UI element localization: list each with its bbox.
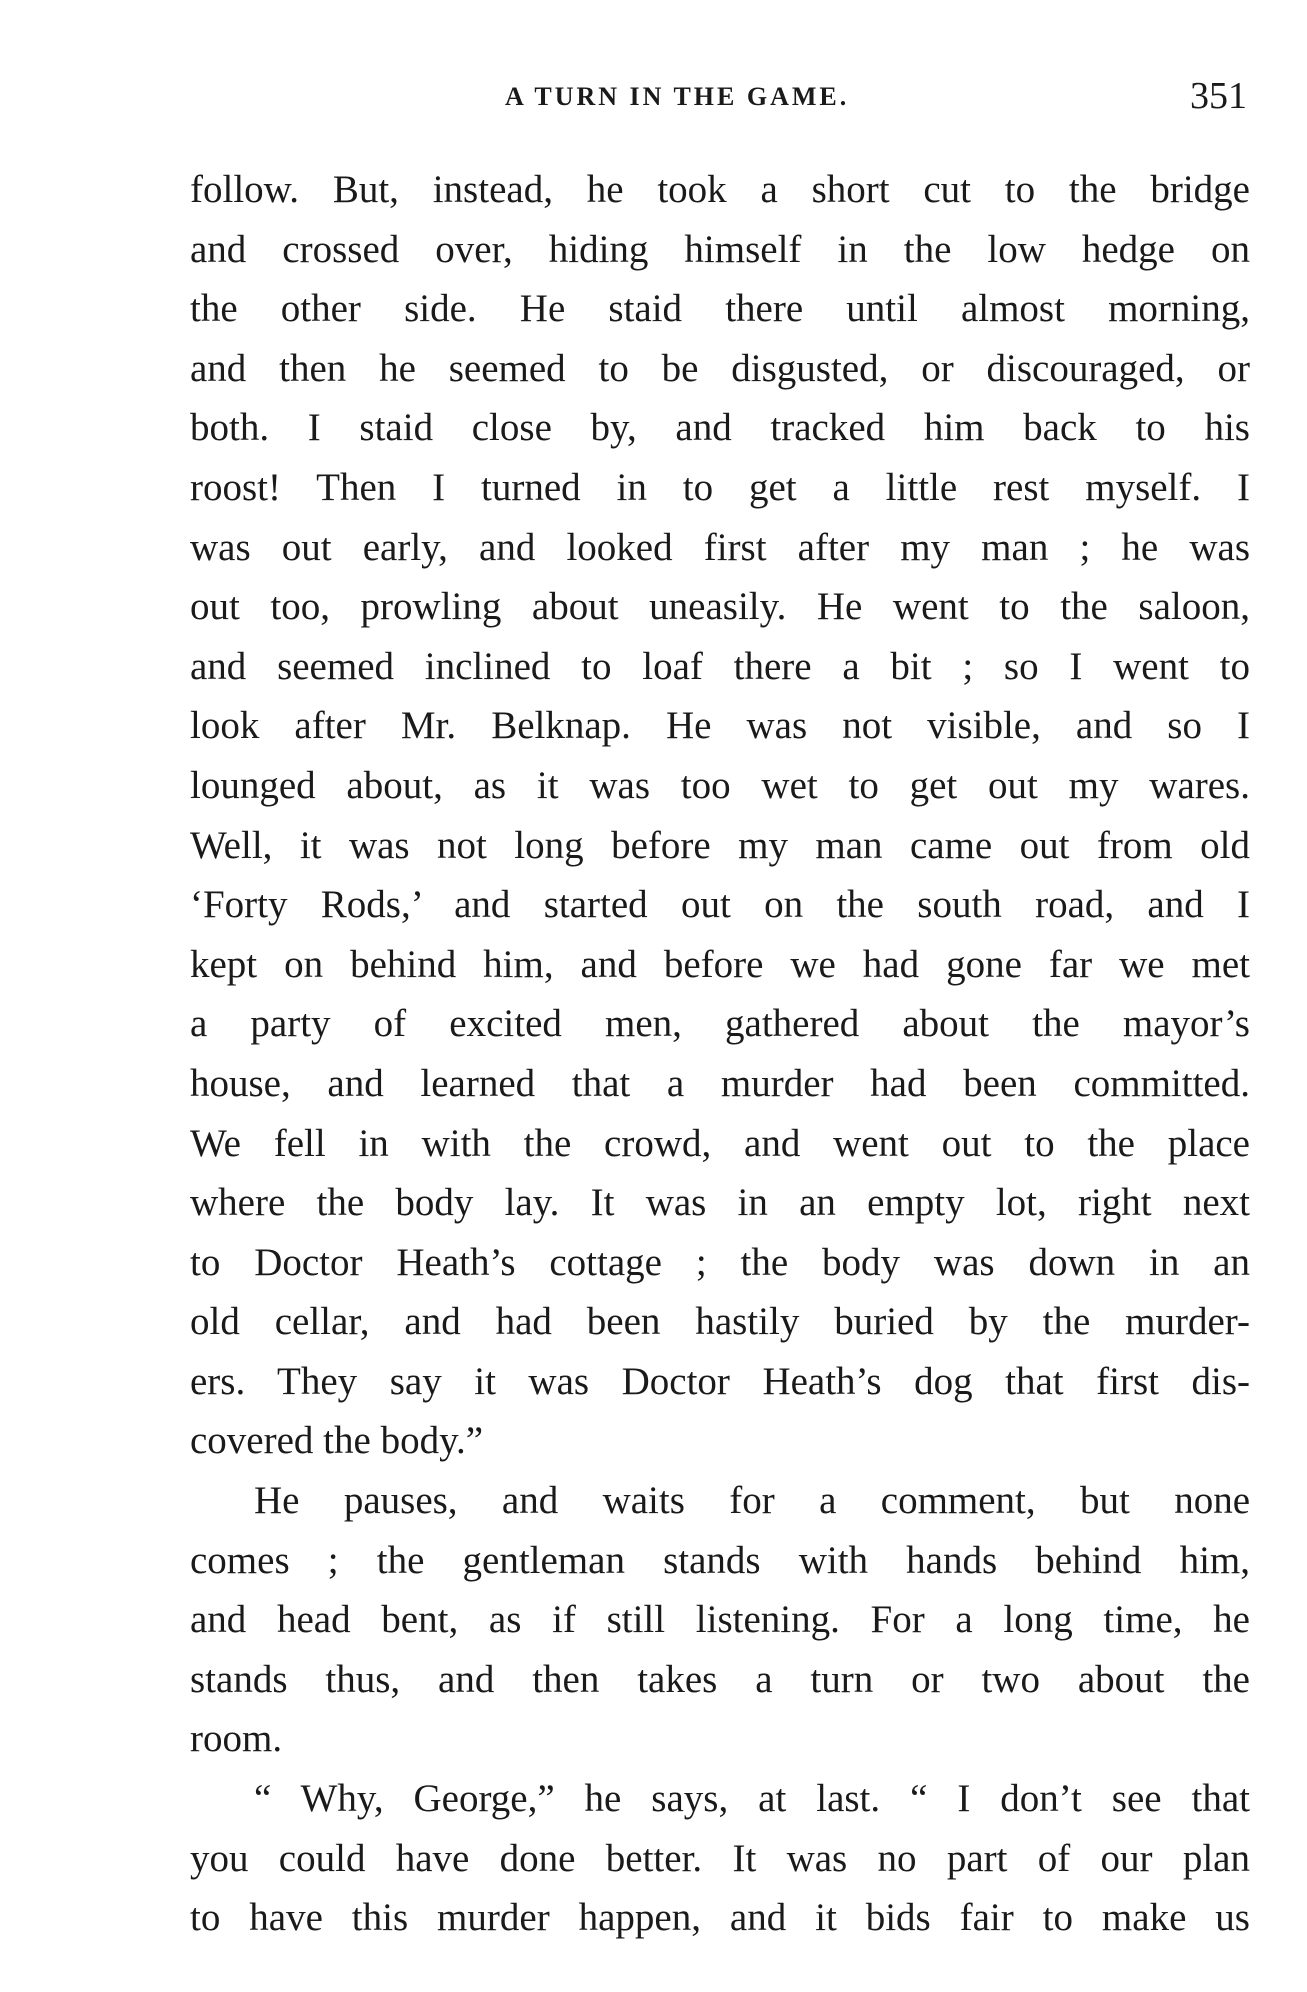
text-line: the other side. He staid there until almost morning, [190,287,1250,331]
text-line: and then he seemed to be disgusted, or discouraged, or [190,346,1250,390]
paragraph [190,1769,1250,1948]
text-line: to have this murder happen, and it bids fair to make us [190,1896,1250,1940]
text-line: kept on behind him, and before we had gone far we met [190,942,1250,986]
text-line: lounged about, as it was too wet to get out my wares. [190,763,1250,807]
paragraph [190,1471,1250,1769]
text-line: ‘Forty Rods,’ and started out on the south road, and I [190,883,1250,927]
text-line: ers. They say it was Doctor Heath’s dog that first dis- [190,1359,1250,1403]
paragraph [190,160,1250,1471]
text-line: was out early, and looked first after my man ; he was [190,525,1250,569]
text-line: Well, it was not long before my man came out from old [190,823,1250,867]
page-number: 351 [1190,75,1247,117]
text-line: look after Mr. Belknap. He was not visible, and so I [190,704,1250,748]
text-line: out too, prowling about uneasily. He went to the saloon, [190,585,1250,629]
text-line: you could have done better. It was no part of our plan [190,1836,1250,1880]
text-line: and crossed over, hiding himself in the low hedge on [190,227,1250,271]
text-line: roost! Then I turned in to get a little rest myself. I [190,465,1250,509]
running-title: A TURN IN THE GAME. [505,82,850,111]
running-head [190,74,1247,124]
text-line: comes ; the gentleman stands with hands behind him, [190,1538,1250,1582]
text-line: room. [190,1717,283,1761]
text-line: house, and learned that a murder had been committed. [190,1061,1250,1105]
text-line: We fell in with the crowd, and went out to the place [190,1121,1250,1165]
text-line: covered the body.” [190,1419,484,1463]
text-line: to Doctor Heath’s cottage ; the body was down in an [190,1240,1250,1284]
text-line: old cellar, and had been hastily buried by the murder- [190,1300,1250,1344]
text-line: where the body lay. It was in an empty lot, right next [190,1181,1250,1225]
text-line: stands thus, and then takes a turn or two about the [190,1657,1250,1701]
text-line: a party of excited men, gathered about the mayor’s [190,1002,1250,1046]
text-line: “ Why, George,” he says, at last. “ I don’t see that [254,1777,1250,1821]
text-line: follow. But, instead, he took a short cut to the bridge [190,168,1250,211]
text-line: He pauses, and waits for a comment, but none [254,1479,1250,1523]
text-line: and head bent, as if still listening. For a long time, he [190,1598,1250,1642]
text-line: and seemed inclined to loaf there a bit ; so I went to [190,644,1250,688]
text-line: both. I staid close by, and tracked him back to his [190,406,1250,450]
text-block [190,160,1250,1948]
